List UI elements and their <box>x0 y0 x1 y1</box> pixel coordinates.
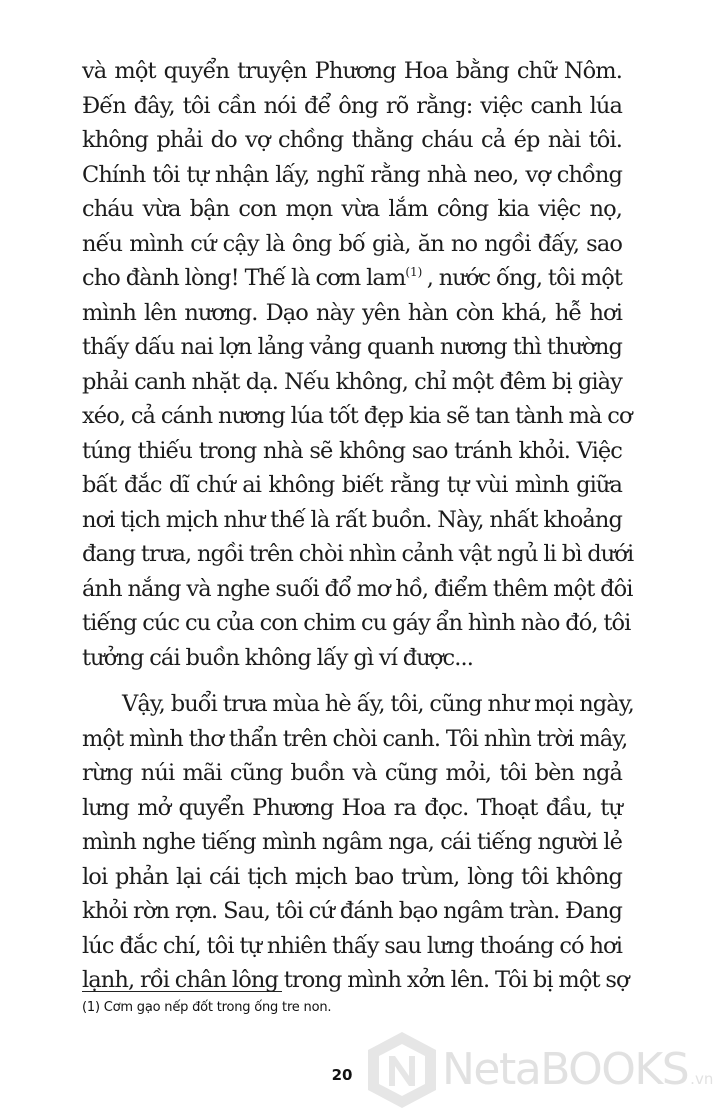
text-fragment: , nước ống, tôi một <box>426 265 622 291</box>
text-line: tiếng cúc cu của con chim cu gáy ẩn hình nào đó, tôi <box>82 610 631 636</box>
footnote-reference[interactable]: (1) <box>405 265 423 279</box>
text-line: lúc đắc chí, tôi tự nhiên thấy sau lưng thoáng có hơi <box>82 932 622 959</box>
text-line-with-footnote <box>82 261 622 296</box>
text-line: túng thiếu trong nhà sẽ không sao tránh khỏi. Việc <box>82 437 622 464</box>
text-line: lưng mở quyển Phương Hoa ra đọc. Thoạt đầu, tự <box>82 794 622 821</box>
watermark-text: NetaBOOKS .vn <box>442 1044 713 1095</box>
text-line: Vậy, buổi trưa mùa hè ấy, tôi, cũng như mọi ngày, <box>122 691 634 717</box>
paragraph-2 <box>82 687 634 998</box>
text-line: rừng núi mãi cũng buồn và cũng mỏi, tôi bèn ngả <box>82 760 622 786</box>
text-line: ánh nắng và nghe suối đổ mơ hồ, điểm thêm một đôi <box>82 575 633 602</box>
text-line: đang trưa, ngồi trên chòi nhìn cảnh vật ngủ li bì dưới <box>82 541 634 567</box>
footnote: (1) Cơm gạo nếp đốt trong ống tre non. <box>82 1000 332 1015</box>
text-fragment: cho đành lòng! Thế là cơm lam <box>82 265 406 291</box>
text-line: nếu mình cứ cậy là ông bố già, ăn no ngồi đấy, sao <box>82 230 622 257</box>
paragraph-1 <box>82 54 634 675</box>
text-line: xéo, cả cánh nương lúa tốt đẹp kia sẽ tan tành mà cơ <box>82 403 632 429</box>
text-line: Đến đây, tôi cần nói để ông rõ rằng: việc canh lúa <box>82 92 622 119</box>
text-line: cháu vừa bận con mọn vừa lắm công kia việc nọ, <box>82 196 622 222</box>
text-line: khỏi rờn rợn. Sau, tôi cứ đánh bạo ngâm tràn. Đang <box>82 898 622 924</box>
footnote-divider <box>82 991 282 992</box>
text-line: không phải do vợ chồng thằng cháu cả ép nài tôi. <box>82 127 622 153</box>
text-line: loi phản lại cái tịch mịch bao trùm, lòng tôi không <box>82 863 622 890</box>
page-number: 20 <box>331 1066 353 1084</box>
watermark <box>362 1024 713 1114</box>
text-line: tưởng cái buồn không lấy gì ví được... <box>82 644 473 671</box>
body-text <box>82 54 634 998</box>
text-line: lạnh, rồi chân lông trong mình xởn lên. Tôi bị một sợ <box>82 967 629 993</box>
text-line: Chính tôi tự nhận lấy, nghĩ rằng nhà neo, vợ chồng <box>82 161 622 188</box>
netabooks-logo-icon <box>362 1028 442 1112</box>
text-line: phải canh nhặt dạ. Nếu không, chỉ một đêm bị giày <box>82 368 622 395</box>
text-line: mình lên nương. Dạo này yên hàn còn khá, hễ hơi <box>82 299 622 326</box>
text-line: bất đắc dĩ chứ ai không biết rằng tự vùi mình giữa <box>82 472 622 498</box>
text-line: nơi tịch mịch như thế là rất buồn. Này, nhất khoảng <box>82 506 622 533</box>
text-line: và một quyển truyện Phương Hoa bằng chữ Nôm. <box>82 58 622 84</box>
text-line: thấy dấu nai lợn lảng vảng quanh nương thì thường <box>82 334 622 360</box>
text-line: mình nghe tiếng mình ngâm nga, cái tiếng người lẻ <box>82 829 622 855</box>
text-line: một mình thơ thẩn trên chòi canh. Tôi nhìn trời mây, <box>82 725 628 752</box>
